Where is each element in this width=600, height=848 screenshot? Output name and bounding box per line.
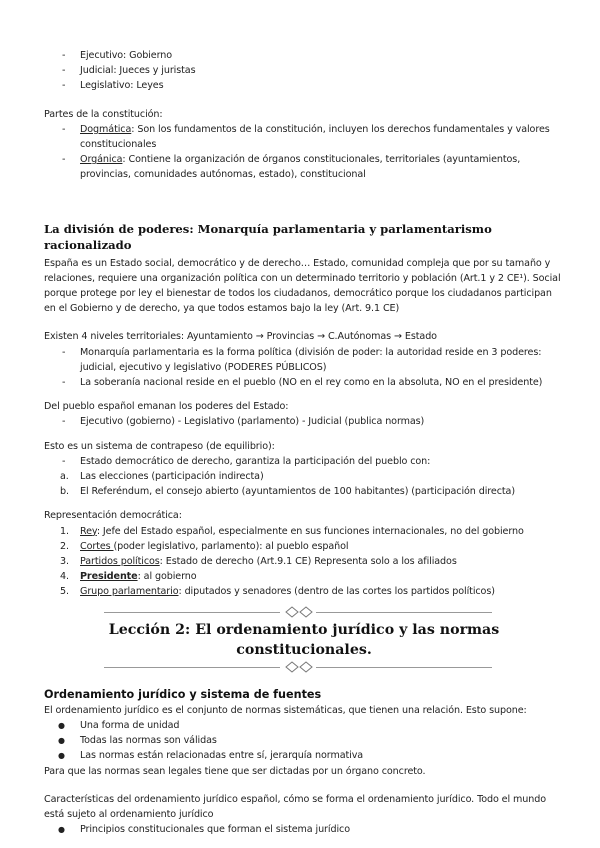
list-item xyxy=(44,539,564,554)
dash-marker: - xyxy=(62,416,66,428)
list-item xyxy=(44,733,564,748)
dash-marker: - xyxy=(62,154,66,166)
list-item-text: : Son los fundamentos de la constitución, incluyen los derechos fundamentales y valores xyxy=(131,123,550,135)
dash-marker: - xyxy=(62,346,66,358)
bullet-marker: ● xyxy=(58,736,65,746)
list-item-text: Judicial: Jueces y juristas xyxy=(80,65,196,77)
ornament-divider xyxy=(44,661,564,673)
caract-line: Características del ordenamiento jurídico español, cómo se forma el ordenamiento jurídico. Todo el mundo xyxy=(44,793,546,805)
list-item xyxy=(44,48,564,63)
letter-marker: a. xyxy=(60,471,69,483)
term-organica: Orgánica xyxy=(80,154,123,166)
term-partidos: Partidos políticos xyxy=(80,556,160,568)
list-item-text: Principios constitucionales que forman el sistema jurídico xyxy=(80,824,350,836)
diamond-ornament-icon xyxy=(284,661,314,673)
list-item-text: : Contiene la organización de órganos constitucionales, territoriales (ayuntamientos, xyxy=(122,154,521,166)
dash-marker: - xyxy=(62,80,66,92)
list-item xyxy=(44,63,564,78)
list-item-text: Monarquía parlamentaria es la forma política (división de poder: la autoridad reside en 3 poderes: xyxy=(80,346,542,358)
number-marker: 2. xyxy=(60,540,69,552)
number-marker: 1. xyxy=(60,525,69,537)
division-para-line: relaciones, requiere una organización política con un determinado territorio y población (Art.1 y 2 CE¹). Social xyxy=(44,272,561,284)
list-item xyxy=(44,414,564,429)
list-item xyxy=(44,454,564,469)
ornament-divider xyxy=(44,606,564,618)
list-item-text: El Referéndum, el consejo abierto (ayuntamientos de 100 habitantes) (participación directa) xyxy=(80,486,515,498)
list-item-text: Una forma de unidad xyxy=(80,719,180,731)
list-item-text: : Estado de derecho (Art.9.1 CE) Representa solo a los afiliados xyxy=(159,556,457,568)
bullet-marker: ● xyxy=(58,825,65,835)
term-rey: Rey xyxy=(80,525,97,537)
diamond-ornament-icon xyxy=(284,606,314,618)
dash-marker: - xyxy=(62,65,66,77)
list-item xyxy=(44,469,564,484)
list-item xyxy=(44,484,564,499)
list-item xyxy=(44,152,564,182)
emanan-intro: Del pueblo español emanan los poderes del Estado: xyxy=(44,401,289,413)
list-item-text: Todas las normas son válidas xyxy=(80,735,217,747)
list-item xyxy=(44,122,564,152)
list-item-text: : Jefe del Estado español, especialmente en sus funciones internacionales, no del gobierno xyxy=(96,525,524,537)
list-item-text: La soberanía nacional reside en el pueblo (NO en el rey como en la absoluta, NO en el presidente) xyxy=(80,377,543,389)
list-item-text: Legislativo: Leyes xyxy=(80,80,164,92)
caract-line: está sujeto al ordenamiento jurídico xyxy=(44,808,214,820)
section-title: Ordenamiento jurídico y sistema de fuentes xyxy=(44,687,322,701)
ordenamiento-intro: El ordenamiento jurídico es el conjunto de normas sistemáticas, que tienen una relación. Esto supone: xyxy=(44,704,527,716)
document-page xyxy=(44,48,564,837)
list-item xyxy=(44,584,564,599)
list-item xyxy=(44,822,564,837)
bullet-marker: ● xyxy=(58,751,65,761)
number-marker: 3. xyxy=(60,556,69,568)
list-item xyxy=(44,718,564,733)
dash-marker: - xyxy=(62,50,66,61)
term-dogmatica: Dogmática xyxy=(80,123,132,135)
number-marker: 4. xyxy=(60,571,69,583)
list-item-text: Las elecciones (participación indirecta) xyxy=(80,471,264,483)
ordenamiento-after: Para que las normas sean legales tiene que ser dictadas por un órgano concreto. xyxy=(44,765,426,777)
list-item-text: constitucionales xyxy=(80,139,157,151)
representacion-intro: Representación democrática: xyxy=(44,510,182,522)
list-item xyxy=(44,345,564,375)
list-item-text: Ejecutivo: Gobierno xyxy=(80,50,173,61)
dash-marker: - xyxy=(62,377,66,389)
division-para-line: porque protege por ley el bienestar de todos los ciudadanos, democrático porque los ciudadanos participan xyxy=(44,288,552,300)
term-presidente: Presidente xyxy=(80,571,138,583)
niveles-intro: Existen 4 niveles territoriales: Ayuntamiento → Provincias → C.Autónomas → Estado xyxy=(44,331,437,343)
list-item-text: Estado democrático de derecho, garantiza la participación del pueblo con: xyxy=(80,455,431,467)
list-item xyxy=(44,554,564,569)
term-grupo: Grupo parlamentario xyxy=(80,586,179,598)
partes-heading: Partes de la constitución: xyxy=(44,108,163,120)
list-item-text: Ejecutivo (gobierno) - Legislativo (parlamento) - Judicial (publica normas) xyxy=(80,416,425,428)
number-marker: 5. xyxy=(60,586,69,598)
bullet-marker: ● xyxy=(58,720,65,730)
division-title: La división de poderes: Monarquía parlamentaria y parlamentarismo racionalizado xyxy=(44,221,492,252)
list-item-text: Las normas están relacionadas entre sí, jerarquía normativa xyxy=(80,750,364,762)
term-cortes: Cortes xyxy=(80,540,114,552)
contrapeso-intro: Esto es un sistema de contrapeso (de equilibrio): xyxy=(44,440,275,452)
dash-marker: - xyxy=(62,455,66,467)
list-item-text: : diputados y senadores (dentro de las cortes los partidos políticos) xyxy=(178,586,495,598)
list-item xyxy=(44,375,564,390)
list-item-text: judicial, ejecutivo y legislativo (PODERES PÚBLICOS) xyxy=(80,361,327,373)
list-item xyxy=(44,524,564,539)
letter-marker: b. xyxy=(60,486,69,498)
list-item-text: : al gobierno xyxy=(137,571,197,583)
division-para-line: en el Gobierno y de derecho, ya que todos estamos bajo la ley (Art. 9.1 CE) xyxy=(44,303,400,315)
list-item xyxy=(44,569,564,584)
list-item xyxy=(44,748,564,763)
division-para-line: España es un Estado social, democrático y de derecho… Estado, comunidad compleja que por su tamaño y xyxy=(44,257,551,269)
list-item-text: (poder legislativo, parlamento): al pueblo español xyxy=(113,540,349,552)
list-item xyxy=(44,78,564,93)
list-item-text: provincias, comunidades autónomas, estado), constitucional xyxy=(80,169,366,181)
dash-marker: - xyxy=(62,123,66,135)
leccion-title: Lección 2: El ordenamiento jurídico y las normas constitucionales. xyxy=(108,621,500,658)
